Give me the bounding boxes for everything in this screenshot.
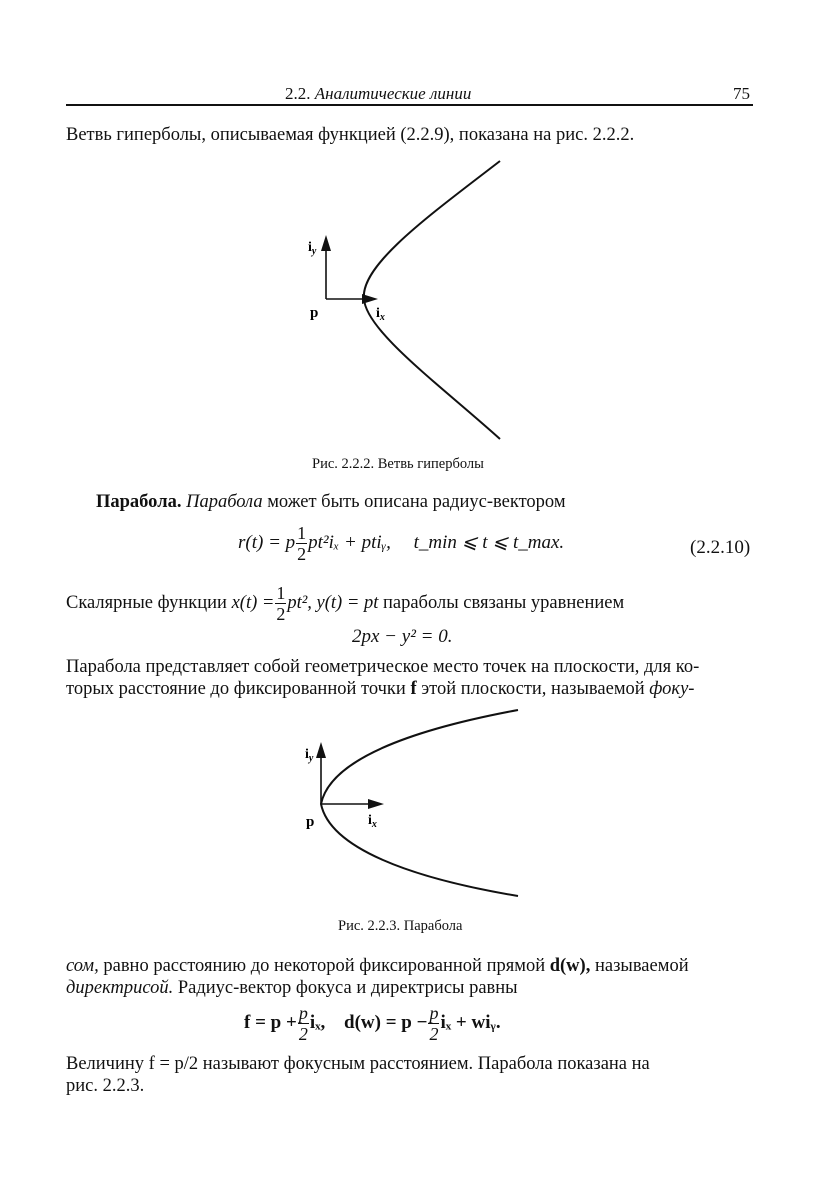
- parabola-intro-text: может быть описана радиус-вектором: [267, 492, 566, 512]
- hyperbola-curve: [364, 161, 500, 439]
- label-ix: $i_x$: [368, 813, 377, 830]
- figure-hyperbola: [290, 155, 520, 445]
- equation-number-2-2-10: (2.2.10): [690, 537, 751, 558]
- section-number: 2.2.: [285, 84, 311, 103]
- section-title: Аналитические линии: [314, 84, 472, 103]
- parabola-term: Парабола: [186, 492, 263, 512]
- paragraph-focus-line1: сом, равно расстоянию до некоторой фиксированной прямой d(w), называемой: [66, 956, 689, 976]
- paragraph-hyperbola-ref: Ветвь гиперболы, описываемая функцией (2.2.9), показана на рис. 2.2.2.: [66, 125, 635, 145]
- equation-2-2-10: [238, 524, 564, 563]
- eq-frac: $\frac{1}{2}$: [297, 523, 307, 564]
- equation-focus-directrix: f = p + $\frac{p}{2}$ iₓ, d(w) = p − $\frac{p}{2}$ iₓ + wiᵧ.: [244, 1003, 501, 1044]
- parabola-heading: Парабола.: [96, 492, 182, 512]
- page-number: 75: [733, 84, 750, 103]
- figure-parabola: [290, 700, 530, 910]
- paragraph-focus-line2: директрисой. Радиус-вектор фокуса и директрисы равны: [66, 978, 518, 998]
- paragraph-focal-distance-line1: Величину f = p/2 называют фокусным расстоянием. Парабола показана на: [66, 1054, 650, 1074]
- eq-rhs: pt²iₓ + ptiᵧ,: [308, 531, 391, 553]
- label-p: p: [310, 305, 319, 321]
- figure-caption-parabola: Рис. 2.2.3. Парабола: [338, 918, 463, 934]
- header-rule: [66, 104, 753, 106]
- figure-caption-hyperbola: Рис. 2.2.2. Ветвь гиперболы: [312, 456, 484, 472]
- running-header: [285, 84, 471, 104]
- equation-relation: 2px − y² = 0.: [352, 626, 453, 647]
- label-iy: $i_y$: [308, 240, 317, 257]
- label-p: p: [306, 814, 315, 830]
- scalar-functions-line: Скалярные функции x(t) = $\frac{1}{2}$ pt², y(t) = pt параболы связаны уравнением: [66, 583, 625, 624]
- paragraph-parabola-def-line2: торых расстояние до фиксированной точки f этой плоскости, называемой фоку-: [66, 679, 695, 699]
- ix-arrowhead: [362, 294, 378, 304]
- label-ix: $i_x$: [376, 306, 385, 323]
- ix-arrowhead: [368, 799, 384, 809]
- parabola-curve: [321, 710, 518, 896]
- parabola-intro: [96, 491, 566, 513]
- paragraph-focal-distance-line2: рис. 2.2.3.: [66, 1076, 145, 1096]
- eq-lhs: r(t) = p: [238, 531, 296, 553]
- iy-arrowhead: [316, 742, 326, 758]
- eq-range: t_min ⩽ t ⩽ t_max.: [413, 531, 565, 553]
- label-iy: $i_y$: [305, 747, 314, 764]
- iy-arrowhead: [321, 235, 331, 251]
- paragraph-parabola-def-line1: Парабола представляет собой геометрическое место точек на плоскости, для ко-: [66, 657, 700, 677]
